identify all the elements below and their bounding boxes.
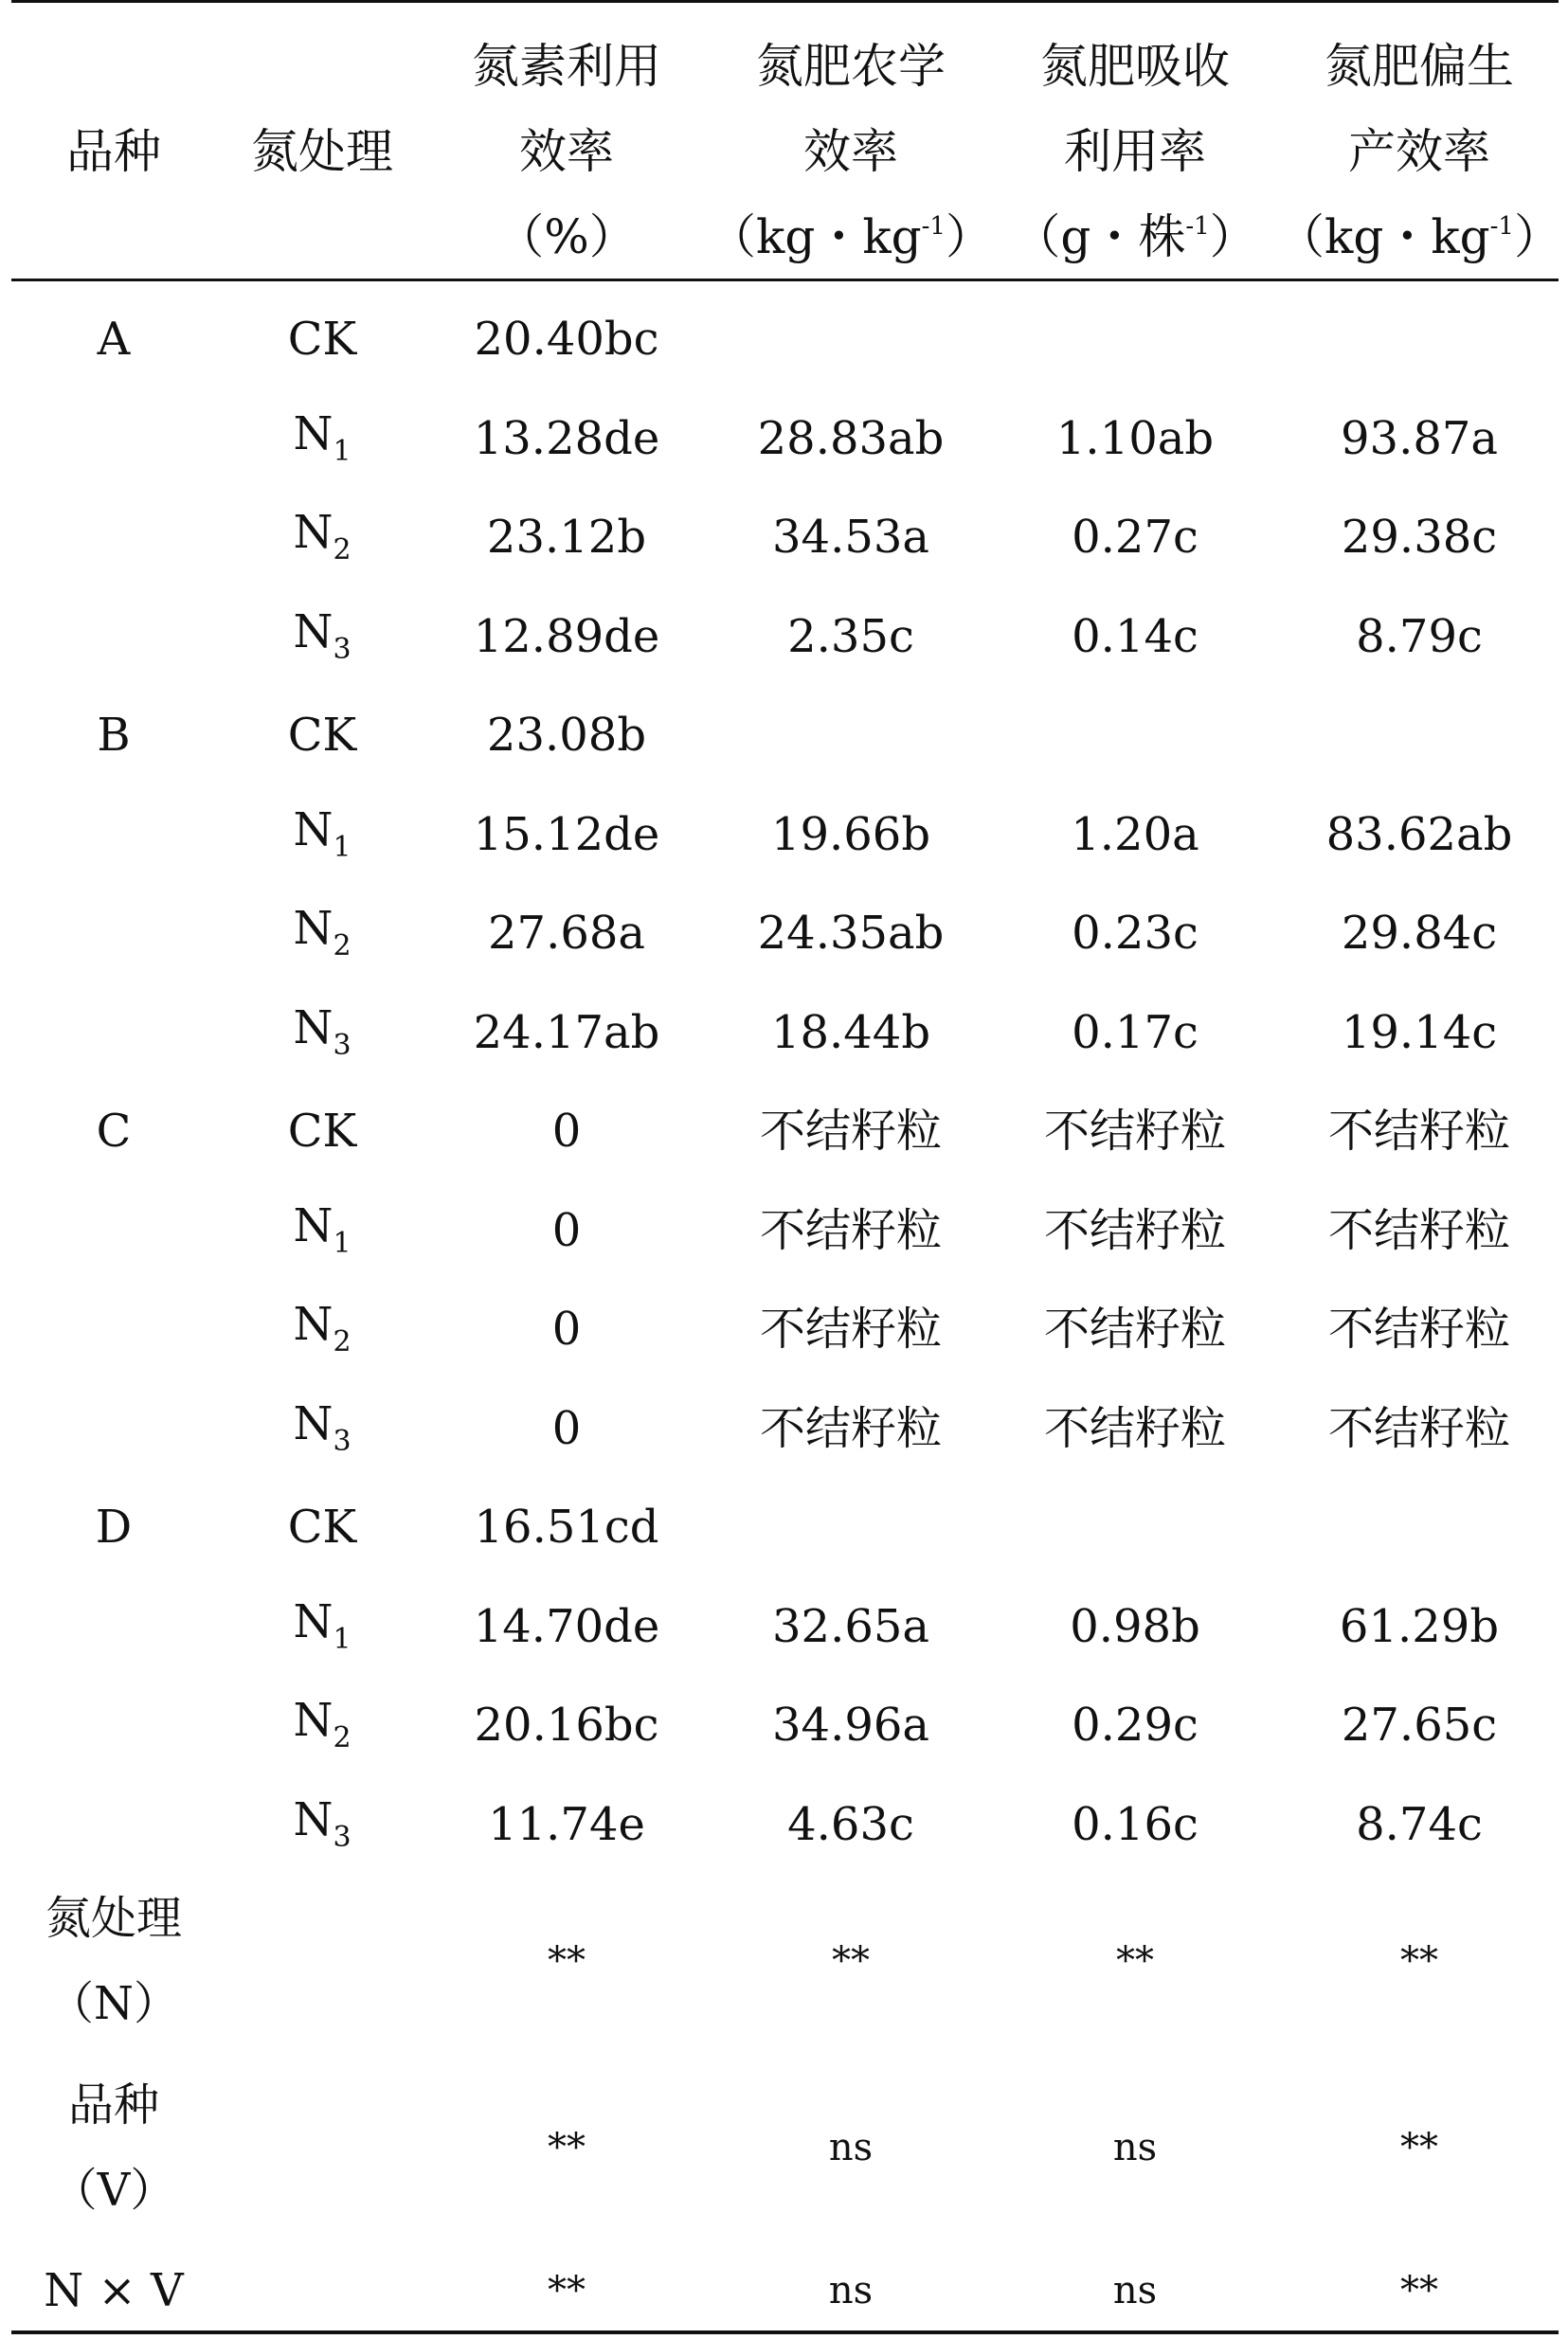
- treatment-text: CK: [287, 1105, 357, 1158]
- cell-nue-value: 23.12b: [486, 511, 647, 564]
- cell-nue-value: 20.40bc: [474, 313, 659, 366]
- significance-pfp-value: **: [1400, 2126, 1438, 2169]
- treatment-text: N: [293, 1792, 333, 1846]
- treatment-subscript: 2: [333, 1325, 351, 1358]
- cell-nre: [1072, 609, 1199, 663]
- significance-label: [51, 2164, 176, 2217]
- cell-pfp: [1341, 907, 1498, 960]
- treatment-subscript: 1: [333, 1622, 351, 1656]
- variety-text: A: [97, 313, 131, 366]
- cell-nae-value: 不结籽粒: [759, 1401, 943, 1455]
- cell-nae-value: 32.65a: [771, 1599, 930, 1653]
- cell-nre: [1072, 1699, 1199, 1752]
- cell-nre-value: 0.98b: [1070, 1599, 1200, 1653]
- cell-nre: [1043, 1401, 1227, 1455]
- cell-nre-value: 1.20a: [1071, 807, 1199, 861]
- treatment-subscript: 2: [333, 1721, 351, 1754]
- cell-nre-value: 0.29c: [1072, 1699, 1199, 1752]
- treatment-subscript: 3: [333, 1820, 351, 1854]
- cell-nae: [759, 1401, 943, 1455]
- header-variety-label: 品种: [66, 124, 161, 179]
- treatment-text: CK: [287, 709, 357, 762]
- cell-nre-value: 0.27c: [1072, 511, 1199, 564]
- significance-nae: [828, 2126, 874, 2169]
- cell-nue: [473, 1599, 660, 1653]
- significance-nue-value: **: [548, 1939, 586, 1983]
- cell-pfp: [1325, 807, 1513, 861]
- cell-nre-value: 不结籽粒: [1043, 1203, 1227, 1257]
- cell-pfp-value: 61.29b: [1339, 1599, 1500, 1653]
- header-nae-unit-close: ）: [945, 209, 993, 264]
- treatment-subscript: 1: [333, 434, 351, 468]
- cell-nre-value: 0.16c: [1072, 1797, 1199, 1851]
- treatment-subscript: 1: [333, 1226, 351, 1260]
- significance-pfp: [1400, 2269, 1438, 2312]
- cell-pfp: [1327, 1303, 1511, 1356]
- cell-pfp: [1327, 1401, 1511, 1455]
- cell-nue: [486, 511, 647, 564]
- header-pfp-text2: 产效率: [1348, 124, 1490, 179]
- treatment-subscript: 3: [333, 1424, 351, 1458]
- cell-nue: [551, 1303, 582, 1356]
- cell-nue-value: 0: [551, 1203, 582, 1257]
- table-bottom-rule: [11, 2330, 1559, 2334]
- cell-pfp: [1327, 1203, 1511, 1257]
- header-pfp-unit-exp: -1: [1489, 212, 1514, 241]
- cell-nue: [474, 313, 659, 366]
- header-pfp-unit-close: ）: [1513, 209, 1561, 264]
- cell-pfp-value: 不结籽粒: [1327, 1401, 1511, 1455]
- cell-nue: [474, 1501, 659, 1554]
- cell-pfp-value: 93.87a: [1340, 411, 1499, 465]
- cell-pfp: [1340, 411, 1499, 465]
- treatment-subscript: 3: [333, 632, 351, 666]
- cell-nue: [473, 411, 660, 465]
- treatment-text: N: [293, 1198, 333, 1252]
- treatment-subscript: 3: [333, 1028, 351, 1062]
- treatment-label: [287, 1501, 357, 1554]
- cell-nae-value: 18.44b: [770, 1005, 931, 1059]
- header-nre-line1: [1040, 39, 1230, 94]
- treatment-text: N: [293, 1396, 333, 1450]
- cell-nue: [488, 1797, 645, 1851]
- cell-nae: [771, 1699, 930, 1752]
- cell-pfp-value: 不结籽粒: [1327, 1105, 1511, 1158]
- header-nue-unit: [496, 209, 637, 264]
- cell-nae-value: 2.35c: [787, 609, 914, 663]
- header-nue-line2: [519, 124, 614, 179]
- cell-nue-value: 0: [551, 1303, 582, 1356]
- cell-nue-value: 11.74e: [488, 1797, 645, 1851]
- treatment-text: N: [293, 604, 333, 658]
- header-nre-unit-close: ）: [1209, 209, 1257, 264]
- cell-nae: [787, 1797, 914, 1851]
- significance-nae-value: ns: [828, 2126, 874, 2169]
- cell-nre-value: 不结籽粒: [1043, 1105, 1227, 1158]
- cell-nue: [473, 1005, 660, 1059]
- treatment-label: [293, 506, 351, 567]
- treatment-label: [293, 1396, 351, 1458]
- significance-pfp: [1400, 2126, 1438, 2169]
- treatment-label: [293, 406, 351, 468]
- cell-pfp: [1327, 1105, 1511, 1158]
- cell-nre-value: 1.10ab: [1055, 411, 1215, 465]
- header-pfp-unit: [1277, 209, 1561, 264]
- cell-nae: [787, 609, 914, 663]
- cell-nae: [759, 1203, 943, 1257]
- cell-nue-value: 16.51cd: [474, 1501, 659, 1554]
- cell-nre: [1072, 511, 1199, 564]
- significance-nre: [1112, 2126, 1158, 2169]
- header-nue-unit-text: （%）: [496, 209, 637, 264]
- cell-nre: [1070, 1599, 1200, 1653]
- cell-nae: [770, 807, 931, 861]
- significance-nae: [828, 2269, 874, 2312]
- cell-nre-value: 0.14c: [1072, 609, 1199, 663]
- significance-nre-value: ns: [1112, 2269, 1158, 2312]
- cell-pfp: [1356, 1797, 1483, 1851]
- significance-nue: [548, 1939, 586, 1983]
- cell-nae-value: 34.53a: [771, 511, 930, 564]
- variety-label: [97, 709, 131, 762]
- header-nae-unit-text: （kg・kg: [709, 209, 922, 264]
- treatment-text: N: [293, 1000, 333, 1054]
- cell-nue: [487, 907, 646, 960]
- cell-nae: [757, 907, 945, 960]
- cell-nre: [1043, 1303, 1227, 1356]
- treatment-text: N: [293, 506, 333, 559]
- header-nae-text2: 效率: [803, 124, 898, 179]
- header-pfp-text1: 氮肥偏生: [1325, 39, 1514, 94]
- header-bottom-rule: [11, 279, 1559, 281]
- cell-nre: [1072, 907, 1199, 960]
- cell-nae: [759, 1105, 943, 1158]
- header-nae-line1: [756, 39, 946, 94]
- treatment-text: N: [293, 406, 333, 460]
- cell-nae-value: 不结籽粒: [759, 1105, 943, 1158]
- treatment-text: N: [293, 902, 333, 955]
- significance-label-text: N × V: [44, 2264, 184, 2317]
- cell-pfp-value: 29.84c: [1341, 907, 1498, 960]
- header-nae-unit: [709, 209, 993, 264]
- treatment-label: [293, 604, 351, 666]
- treatment-label: [287, 313, 357, 366]
- significance-nre: [1116, 1939, 1154, 1983]
- cell-pfp-value: 不结籽粒: [1327, 1303, 1511, 1356]
- header-pfp-line2: [1348, 124, 1490, 179]
- variety-label: [97, 313, 131, 366]
- significance-pfp-value: **: [1400, 1939, 1438, 1983]
- treatment-label: [293, 802, 351, 864]
- cell-nue: [486, 709, 647, 762]
- cell-nae: [757, 411, 945, 465]
- significance-label-text: （N）: [47, 1977, 180, 2030]
- cell-nae-value: 4.63c: [787, 1797, 914, 1851]
- cell-nue: [473, 807, 660, 861]
- cell-nre-value: 不结籽粒: [1043, 1303, 1227, 1356]
- cell-nue-value: 12.89de: [473, 609, 660, 663]
- header-variety: [66, 124, 161, 179]
- header-nae-unit-exp: -1: [921, 212, 946, 241]
- cell-nre: [1055, 411, 1215, 465]
- header-treatment-label: 氮处理: [251, 124, 393, 179]
- cell-nue-value: 0: [551, 1401, 582, 1455]
- cell-pfp: [1339, 1599, 1500, 1653]
- significance-label: [45, 1892, 183, 1945]
- cell-pfp-value: 83.62ab: [1325, 807, 1513, 861]
- cell-nue: [551, 1401, 582, 1455]
- cell-nre: [1072, 1797, 1199, 1851]
- cell-pfp-value: 27.65c: [1341, 1699, 1498, 1752]
- cell-nae: [759, 1303, 943, 1356]
- treatment-label: [293, 1298, 351, 1358]
- treatment-subscript: 1: [333, 830, 351, 864]
- cell-nre-value: 不结籽粒: [1043, 1401, 1227, 1455]
- header-nae-line2: [803, 124, 898, 179]
- significance-nue: [548, 2269, 586, 2312]
- treatment-label: [293, 1792, 351, 1854]
- cell-nae-value: 34.96a: [771, 1699, 930, 1752]
- cell-nae: [771, 511, 930, 564]
- cell-nue-value: 23.08b: [486, 709, 647, 762]
- cell-nae-value: 不结籽粒: [759, 1203, 943, 1257]
- significance-nre-value: ns: [1112, 2126, 1158, 2169]
- significance-nae-value: **: [832, 1939, 870, 1983]
- cell-pfp: [1341, 511, 1498, 564]
- cell-nre: [1071, 807, 1199, 861]
- significance-label: [47, 1977, 180, 2030]
- significance-label-text: 氮处理: [45, 1892, 183, 1945]
- header-pfp-unit-text: （kg・kg: [1277, 209, 1490, 264]
- cell-nae-value: 28.83ab: [757, 411, 945, 465]
- cell-pfp-value: 8.79c: [1356, 609, 1483, 663]
- cell-pfp-value: 29.38c: [1341, 511, 1498, 564]
- cell-nue-value: 27.68a: [487, 907, 646, 960]
- treatment-text: N: [293, 802, 333, 856]
- cell-nue-value: 0: [551, 1105, 582, 1158]
- treatment-label: [293, 902, 351, 963]
- header-nre-line2: [1064, 124, 1206, 179]
- treatment-label: [293, 1000, 351, 1062]
- treatment-label: [293, 1694, 351, 1754]
- header-nre-text2: 利用率: [1064, 124, 1206, 179]
- header-nae-text1: 氮肥农学: [756, 39, 946, 94]
- cell-nae: [771, 1599, 930, 1653]
- cell-nue-value: 14.70de: [473, 1599, 660, 1653]
- cell-nre: [1072, 1005, 1199, 1059]
- cell-nue-value: 13.28de: [473, 411, 660, 465]
- cell-nae-value: 24.35ab: [757, 907, 945, 960]
- significance-pfp-value: **: [1400, 2269, 1438, 2312]
- cell-nue: [551, 1203, 582, 1257]
- significance-nue-value: **: [548, 2126, 586, 2169]
- header-nre-text1: 氮肥吸收: [1040, 39, 1230, 94]
- cell-pfp: [1356, 609, 1483, 663]
- cell-pfp: [1341, 1005, 1498, 1059]
- significance-pfp: [1400, 1939, 1438, 1983]
- treatment-text: CK: [287, 1501, 357, 1554]
- header-nre-unit-exp: -1: [1185, 212, 1210, 241]
- treatment-label: [287, 709, 357, 762]
- treatment-text: N: [293, 1298, 333, 1351]
- cell-pfp-value: 不结籽粒: [1327, 1203, 1511, 1257]
- significance-nue-value: **: [548, 2269, 586, 2312]
- variety-label: [96, 1105, 132, 1158]
- variety-text: D: [95, 1501, 133, 1554]
- cell-nue-value: 24.17ab: [473, 1005, 660, 1059]
- significance-label-text: （V）: [51, 2164, 176, 2217]
- cell-nue: [551, 1105, 582, 1158]
- header-nre-unit-text: （g・株: [1013, 209, 1186, 264]
- header-nue-text2: 效率: [519, 124, 614, 179]
- header-nue-text1: 氮素利用: [472, 39, 661, 94]
- variety-text: B: [97, 709, 131, 762]
- cell-pfp-value: 8.74c: [1356, 1797, 1483, 1851]
- cell-nue-value: 20.16bc: [474, 1699, 659, 1752]
- cell-nre-value: 0.23c: [1072, 907, 1199, 960]
- cell-nae-value: 不结籽粒: [759, 1303, 943, 1356]
- header-pfp-line1: [1325, 39, 1514, 94]
- significance-label-text: 品种: [67, 2078, 160, 2132]
- treatment-subscript: 2: [333, 533, 351, 567]
- table-top-rule: [11, 0, 1559, 3]
- significance-nre-value: **: [1116, 1939, 1154, 1983]
- significance-nae: [832, 1939, 870, 1983]
- variety-label: [95, 1501, 133, 1554]
- cell-nae-value: 19.66b: [770, 807, 931, 861]
- cell-pfp-value: 19.14c: [1341, 1005, 1498, 1059]
- cell-nre-value: 0.17c: [1072, 1005, 1199, 1059]
- cell-nre: [1043, 1203, 1227, 1257]
- header-treatment: [251, 124, 393, 179]
- significance-nae-value: ns: [828, 2269, 874, 2312]
- treatment-text: N: [293, 1694, 333, 1747]
- significance-label: [44, 2264, 184, 2317]
- cell-nre: [1043, 1105, 1227, 1158]
- treatment-subscript: 2: [333, 929, 351, 963]
- variety-text: C: [96, 1105, 132, 1158]
- cell-nue: [473, 609, 660, 663]
- header-nue-line1: [472, 39, 661, 94]
- significance-nue: [548, 2126, 586, 2169]
- cell-nue-value: 15.12de: [473, 807, 660, 861]
- significance-nre: [1112, 2269, 1158, 2312]
- treatment-label: [293, 1594, 351, 1656]
- cell-nae: [770, 1005, 931, 1059]
- treatment-text: N: [293, 1594, 333, 1648]
- treatment-text: CK: [287, 313, 357, 366]
- cell-pfp: [1341, 1699, 1498, 1752]
- cell-nue: [474, 1699, 659, 1752]
- header-nre-unit: [1013, 209, 1257, 264]
- treatment-label: [287, 1105, 357, 1158]
- treatment-label: [293, 1198, 351, 1260]
- significance-label: [67, 2078, 160, 2132]
